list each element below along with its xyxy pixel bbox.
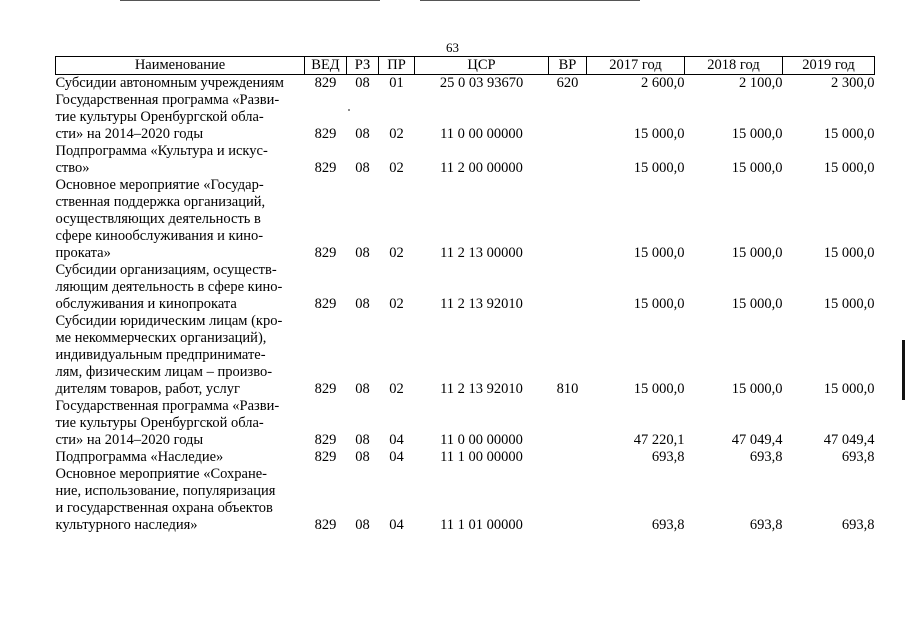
table-header-row	[56, 57, 875, 75]
cell-2018: 15 000,0	[731, 381, 783, 397]
cell-name	[56, 398, 305, 449]
table-row	[56, 143, 875, 177]
name-line: дителям товаров, работ, услуг	[55, 381, 240, 397]
cell-2019: 47 049,4	[823, 432, 875, 448]
header-vr: ВР	[549, 57, 587, 75]
cell-2018: 15 000,0	[731, 245, 783, 261]
cell-name	[56, 177, 305, 262]
cell-name	[56, 75, 305, 93]
name-line: тие культуры Оренбургской обла-	[55, 415, 264, 431]
table-row	[56, 449, 875, 466]
cell-pr: 02	[389, 160, 404, 176]
cell-ved: 829	[314, 75, 337, 91]
name-line: ние, использование, популяризация	[55, 483, 276, 499]
cell-2019: 693,8	[841, 449, 875, 465]
cell-ved: 829	[314, 160, 337, 176]
cell-ved: 829	[314, 296, 337, 312]
name-line: сфере кинообслуживания и кино-	[55, 228, 264, 244]
cell-2018: 2 100,0	[739, 75, 783, 91]
table-row	[56, 466, 875, 534]
table-row	[56, 177, 875, 262]
cell-2019: 15 000,0	[823, 126, 875, 142]
header-ved: ВЕД	[305, 57, 347, 75]
name-line: культурного наследия»	[55, 517, 198, 533]
cell-2018: 15 000,0	[731, 296, 783, 312]
cell-pr: 02	[389, 126, 404, 142]
name-line: Основное мероприятие «Государ-	[55, 177, 264, 193]
name-line: сти» на 2014–2020 годы	[55, 126, 204, 142]
cell-2018: 15 000,0	[731, 126, 783, 142]
cell-2019: 693,8	[841, 517, 875, 533]
cell-2017: 2 600,0	[641, 75, 685, 91]
cell-pr: 04	[389, 517, 404, 533]
cell-name	[56, 262, 305, 313]
name-line: лям, физическим лицам – произво-	[55, 364, 273, 380]
cell-csr: 25 0 03 93670	[439, 75, 524, 91]
cell-2019: 15 000,0	[823, 296, 875, 312]
cell-pr: 04	[389, 449, 404, 465]
name-line: и государственная охрана объектов	[55, 500, 273, 516]
cell-name	[56, 449, 305, 466]
cell-name	[56, 313, 305, 398]
table-row	[56, 262, 875, 313]
cell-csr: 11 2 13 92010	[440, 381, 523, 397]
cell-ved: 829	[314, 432, 337, 448]
cell-2019: 15 000,0	[823, 245, 875, 261]
table-row	[56, 398, 875, 449]
cell-vr	[549, 449, 587, 466]
name-line: проката»	[55, 245, 111, 261]
scan-top-line-right	[420, 0, 640, 1]
cell-rz: 08	[355, 126, 370, 142]
cell-2017: 693,8	[651, 449, 685, 465]
table-row	[56, 92, 875, 143]
name-line: ляющим деятельность в сфере кино-	[55, 279, 283, 295]
page-number: 63	[446, 40, 459, 55]
scan-speck	[348, 109, 350, 111]
scan-top-line-left	[120, 0, 380, 1]
cell-vr: 620	[556, 75, 579, 91]
cell-2017: 15 000,0	[633, 160, 685, 176]
cell-csr: 11 0 00 00000	[440, 432, 523, 448]
cell-rz: 08	[355, 432, 370, 448]
cell-ved: 829	[314, 517, 337, 533]
name-line: Субсидии юридическим лицам (кро-	[55, 313, 283, 329]
cell-rz: 08	[355, 160, 370, 176]
cell-pr: 02	[389, 296, 404, 312]
cell-csr: 11 1 01 00000	[440, 517, 523, 533]
cell-csr: 11 0 00 00000	[440, 126, 523, 142]
budget-table	[55, 56, 875, 534]
header-2018: 2018 год	[685, 57, 783, 75]
name-line: Подпрограмма «Наследие»	[55, 449, 224, 465]
cell-rz: 08	[355, 381, 370, 397]
cell-pr: 02	[389, 381, 404, 397]
header-pr: ПР	[379, 57, 415, 75]
name-line: индивидуальным предпринимате-	[55, 347, 266, 363]
header-2019: 2019 год	[783, 57, 875, 75]
name-line: Государственная программа «Разви-	[55, 398, 280, 414]
cell-2019: 15 000,0	[823, 160, 875, 176]
cell-2019: 2 300,0	[831, 75, 875, 91]
name-line: ство»	[55, 160, 90, 176]
name-line: Государственная программа «Разви-	[55, 92, 280, 108]
cell-2017: 15 000,0	[633, 296, 685, 312]
cell-vr	[549, 92, 587, 143]
name-line: Субсидии автономным учреждениям	[55, 75, 284, 91]
cell-csr: 11 1 00 00000	[440, 449, 523, 465]
cell-pr: 04	[389, 432, 404, 448]
cell-csr: 11 2 13 00000	[440, 245, 523, 261]
cell-pr: 02	[389, 245, 404, 261]
cell-2017: 693,8	[651, 517, 685, 533]
cell-2018: 693,8	[749, 449, 783, 465]
cell-2019: 15 000,0	[823, 381, 875, 397]
cell-pr: 01	[389, 75, 404, 91]
name-line: сти» на 2014–2020 годы	[55, 432, 204, 448]
cell-2017: 15 000,0	[633, 381, 685, 397]
table-row	[56, 313, 875, 398]
cell-csr: 11 2 13 92010	[440, 296, 523, 312]
cell-2018: 15 000,0	[731, 160, 783, 176]
cell-vr	[549, 398, 587, 449]
cell-2017: 15 000,0	[633, 126, 685, 142]
name-line: Субсидии организациям, осуществ-	[55, 262, 277, 278]
cell-2018: 47 049,4	[731, 432, 783, 448]
cell-vr	[549, 143, 587, 177]
cell-vr	[549, 177, 587, 262]
cell-2017: 15 000,0	[633, 245, 685, 261]
name-line: Основное мероприятие «Сохране-	[55, 466, 267, 482]
header-2017: 2017 год	[587, 57, 685, 75]
cell-rz: 08	[355, 296, 370, 312]
cell-ved: 829	[314, 449, 337, 465]
cell-2017: 47 220,1	[633, 432, 685, 448]
cell-2018: 693,8	[749, 517, 783, 533]
name-line: Подпрограмма «Культура и искус-	[55, 143, 268, 159]
header-csr: ЦСР	[415, 57, 549, 75]
cell-ved: 829	[314, 126, 337, 142]
name-line: обслуживания и кинопроката	[55, 296, 237, 312]
cell-vr	[549, 466, 587, 534]
name-line: ственная поддержка организаций,	[55, 194, 266, 210]
header-name: Наименование	[56, 57, 305, 75]
cell-rz: 08	[355, 449, 370, 465]
cell-vr	[549, 262, 587, 313]
cell-vr: 810	[556, 381, 579, 397]
cell-csr: 11 2 00 00000	[440, 160, 523, 176]
cell-rz: 08	[355, 517, 370, 533]
cell-rz: 08	[355, 75, 370, 91]
cell-name	[56, 143, 305, 177]
cell-name	[56, 466, 305, 534]
table-row	[56, 75, 875, 93]
name-line: осуществляющих деятельность в	[55, 211, 261, 227]
cell-name	[56, 92, 305, 143]
cell-ved: 829	[314, 381, 337, 397]
cell-ved: 829	[314, 245, 337, 261]
header-rz: РЗ	[347, 57, 379, 75]
cell-rz: 08	[355, 245, 370, 261]
name-line: тие культуры Оренбургской обла-	[55, 109, 264, 125]
name-line: ме некоммерческих организаций),	[55, 330, 267, 346]
